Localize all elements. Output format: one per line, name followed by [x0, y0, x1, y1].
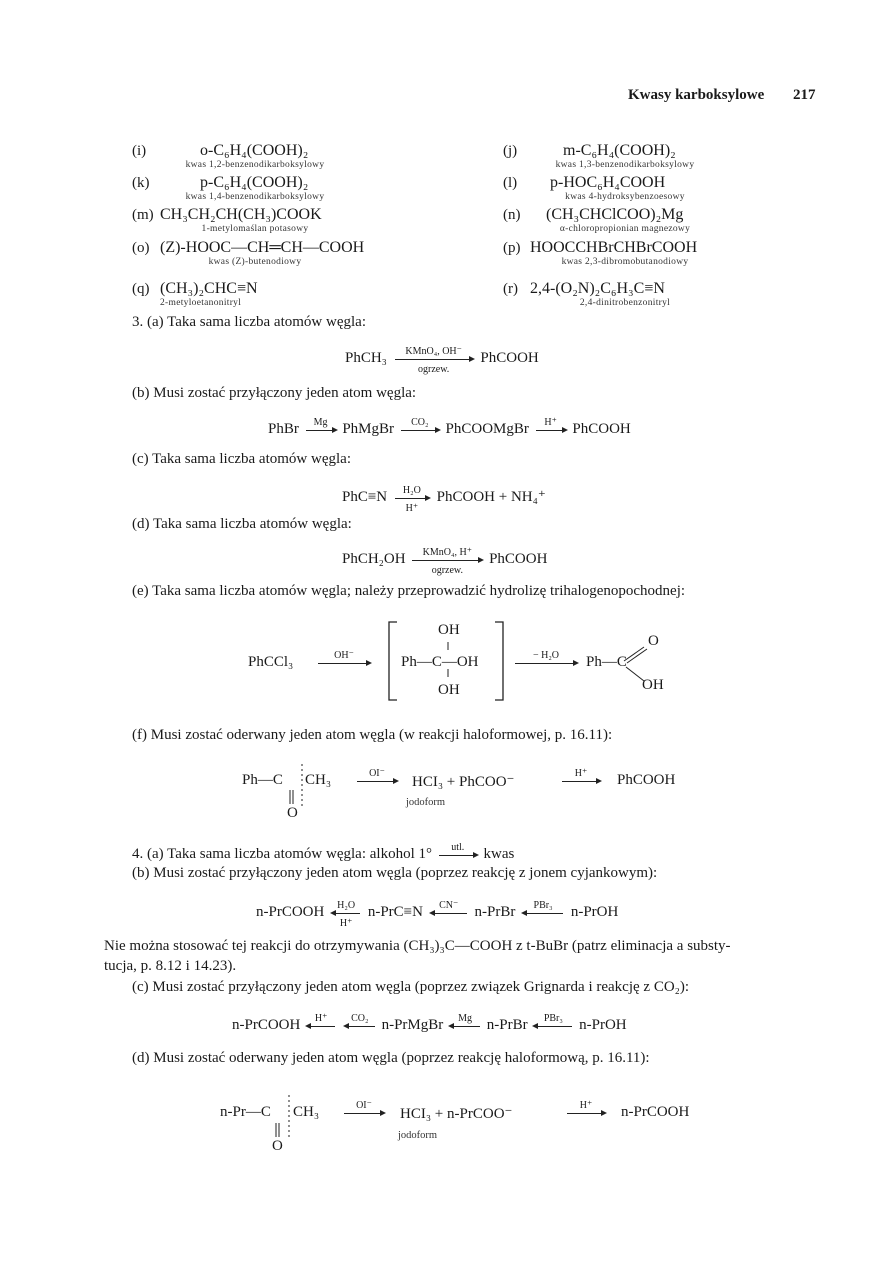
reaction-3d [342, 546, 548, 576]
step-4a [132, 841, 515, 863]
reaction-3c [342, 484, 546, 514]
arrow-reagent: PBr₃ [543, 1012, 563, 1024]
reaction-arrow [562, 767, 600, 789]
reaction-arrow [534, 1012, 572, 1027]
arrow-reagent: H⁺ [574, 767, 588, 779]
intermediate: n-PrBr [474, 904, 516, 920]
item-formula: 2,4-(O₂N)₂C₆H₃C≡N [530, 280, 665, 297]
item-label: (n) [503, 207, 521, 223]
item-name: kwas 1,3-benzenodikarboksylowy [555, 160, 695, 170]
products: HCI₃ + PhCOO⁻ [412, 774, 515, 790]
step-4a-product: kwas [483, 846, 515, 862]
item-formula: o-C₆H₄(COOH)₂ [200, 142, 309, 159]
step-4a-text: 4. (a) Taka sama liczba atomów węgla: alkohol 1° [132, 846, 432, 862]
reaction-arrow [567, 1099, 605, 1121]
product: n-PrCOOH [256, 904, 325, 920]
item-name: kwas (Z)-butenodiowy [208, 257, 302, 267]
carbonyl-oxygen: O [648, 633, 659, 649]
reactant: PhBr [268, 421, 299, 437]
reactant: PhCH₂OH [342, 551, 406, 567]
product-carbon: Ph—C [586, 654, 627, 670]
reaction-arrow [332, 899, 360, 929]
item-name: 1-metylomaślan potasowy [201, 224, 309, 234]
item-name: 2-metyloetanonitryl [160, 298, 242, 308]
iodoform-label: jodoform [398, 1130, 438, 1141]
reaction-arrow [439, 841, 477, 856]
item-label: (q) [132, 281, 150, 297]
reaction-arrow [450, 1012, 480, 1027]
reaction-4c [232, 1012, 627, 1034]
reactant: n-PrOH [570, 904, 619, 920]
iodoform-label: jodoform [406, 797, 446, 808]
hydroxyl-top: OH [438, 622, 460, 638]
cleavage-line [286, 762, 306, 808]
item-name: kwas 2,3-dibromobutanodiowy [561, 257, 689, 267]
arrow-reagent: KMnO₄, OH⁻ [405, 345, 462, 357]
note-line-1: Nie można stosować tej reakcji do otrzymywania (CH₃)₃C—COOH z t-BuBr (patrz eliminacja a substy- [104, 938, 731, 954]
arrow-reagent: OI⁻ [356, 1099, 372, 1111]
item-formula: m-C₆H₄(COOH)₂ [563, 142, 676, 159]
reactant: PhCH₃ [345, 350, 387, 366]
intermediate: n-PrC≡N [367, 904, 423, 920]
intermediate: n-PrBr [486, 1017, 528, 1033]
reaction-arrow [357, 767, 397, 789]
item-label: (k) [132, 175, 150, 191]
product: PhCOOH [572, 421, 631, 437]
item-formula: (CH₃)₂CHC≡N [160, 280, 258, 297]
arrow-reagent: PBr₃ [533, 899, 553, 911]
product: PhCOOH [489, 551, 548, 567]
reaction-arrow [536, 416, 566, 431]
reaction-arrow [395, 484, 429, 514]
arrow-reagent: Mg [458, 1012, 472, 1024]
reaction-arrow [431, 899, 467, 914]
hydroxyl-bottom: OH [438, 682, 460, 698]
arrow-reagent: OI⁻ [369, 767, 385, 779]
products: HCI₃ + n-PrCOO⁻ [400, 1106, 513, 1122]
reaction-3b [268, 416, 631, 438]
reaction-3a [345, 345, 539, 375]
step-3f-text: (f) Musi zostać oderwany jeden atom węgla (w reakcji haloformowej, p. 16.11): [132, 727, 613, 743]
methyl-group: CH₃ [305, 772, 332, 788]
item-formula: CH₃CH₂CH(CH₃)COOK [160, 206, 322, 223]
product: PhCOOH [617, 772, 676, 788]
reaction-arrow [412, 546, 482, 576]
reaction-arrow [401, 416, 439, 431]
running-header-title: Kwasy karboksylowe [628, 87, 765, 103]
reaction-arrow [345, 1012, 375, 1027]
arrow-condition: ogrzew. [431, 564, 463, 576]
item-formula: p-HOC₆H₄COOH [550, 174, 666, 191]
item-name: kwas 1,4-benzenodikarboksylowy [185, 192, 325, 202]
carbonyl-oxygen: O [272, 1138, 283, 1154]
product: PhCOOH [480, 350, 539, 366]
step-4c-text: (c) Musi zostać przyłączony jeden atom węgla (poprzez związek Grignarda i reakcję z CO₂): [132, 979, 690, 995]
item-label: (p) [503, 240, 521, 256]
product: n-PrCOOH [621, 1104, 690, 1120]
reactant: PhCCl₃ [248, 654, 294, 670]
arrow-condition: H⁺ [339, 917, 353, 929]
hydroxyl: OH [642, 677, 664, 693]
reaction-arrow [344, 1099, 384, 1121]
item-label: (l) [503, 175, 518, 191]
arrow-reagent: CO₂ [411, 416, 429, 428]
step-4b-text: (b) Musi zostać przyłączony jeden atom węgla (poprzez reakcję z jonem cyjankowym): [132, 865, 658, 881]
item-name: kwas 4-hydroksybenzoesowy [565, 192, 685, 202]
arrow-reagent: H₂O [402, 484, 421, 496]
step-3d-text: (d) Taka sama liczba atomów węgla: [132, 516, 352, 532]
reaction-arrow [395, 345, 473, 375]
arrow-condition: ogrzew. [418, 363, 450, 375]
reaction-arrow [523, 899, 563, 914]
arrow-reagent: utl. [451, 841, 465, 853]
item-label: (r) [503, 281, 518, 297]
step-3e-text: (e) Taka sama liczba atomów węgla; należy przeprowadzić hydrolizę trihalogenopochodnej: [132, 583, 686, 599]
step-3c-text: (c) Taka sama liczba atomów węgla: [132, 451, 351, 467]
step-3b-text: (b) Musi zostać przyłączony jeden atom węgla: [132, 385, 417, 401]
arrow-reagent: OH⁻ [334, 649, 354, 661]
reaction-arrow [307, 1012, 335, 1027]
arrow-condition: H⁺ [405, 502, 419, 514]
reaction-arrow [306, 416, 336, 431]
product: PhCOOH + NH₄⁺ [436, 489, 546, 505]
carboxyl-bonds [622, 645, 652, 685]
reaction-arrow [515, 649, 577, 671]
step-4d-text: (d) Musi zostać oderwany jeden atom węgla (poprzez reakcję haloformową, p. 16.11): [132, 1050, 650, 1066]
item-name: 2,4-dinitrobenzonitryl [579, 298, 671, 308]
note-line-2: tucja, p. 8.12 i 14.23). [104, 958, 237, 974]
cleavage-line [271, 1093, 293, 1141]
intermediate: PhMgBr [342, 421, 395, 437]
arrow-reagent: H⁺ [579, 1099, 593, 1111]
page-number: 217 [793, 87, 816, 103]
acetophenone-core: Ph—C [242, 772, 283, 788]
arrow-reagent: CN⁻ [439, 899, 459, 911]
item-label: (j) [503, 143, 518, 159]
intermediate: PhCOOMgBr [445, 421, 529, 437]
item-label: (i) [132, 143, 147, 159]
item-formula: (Z)-HOOC—CH═CH—COOH [160, 239, 365, 256]
arrow-reagent: H⁺ [314, 1012, 328, 1024]
arrow-reagent: CO₂ [351, 1012, 369, 1024]
item-name: kwas 1,2-benzenodikarboksylowy [185, 160, 325, 170]
item-formula: (CH₃CHClCOO)₂Mg [546, 206, 684, 223]
methyl-group: CH₃ [293, 1104, 320, 1120]
gem-triol: Ph—C—OH [401, 654, 479, 670]
intermediate: n-PrMgBr [381, 1017, 444, 1033]
arrow-reagent: H⁺ [544, 416, 557, 428]
item-formula: HOOCCHBrCHBrCOOH [530, 239, 698, 256]
reactant: PhC≡N [342, 489, 388, 505]
item-name: α-chloropropionian magnezowy [559, 224, 691, 234]
reaction-arrow [318, 649, 370, 671]
arrow-reagent: H₂O [337, 899, 356, 911]
reactant: n-PrOH [579, 1017, 627, 1033]
arrow-reagent: KMnO₄, H⁺ [422, 546, 472, 558]
arrow-reagent: Mg [313, 416, 328, 428]
ketone-core: n-Pr—C [220, 1104, 271, 1120]
product: n-PrCOOH [232, 1017, 301, 1033]
carbonyl-oxygen: O [287, 805, 298, 821]
item-label: (o) [132, 240, 150, 256]
item-label: (m) [132, 207, 154, 223]
arrow-reagent: − H₂O [532, 649, 560, 661]
reaction-4b [256, 899, 619, 929]
step-3a-text: 3. (a) Taka sama liczba atomów węgla: [132, 314, 366, 330]
item-formula: p-C₆H₄(COOH)₂ [200, 174, 309, 191]
